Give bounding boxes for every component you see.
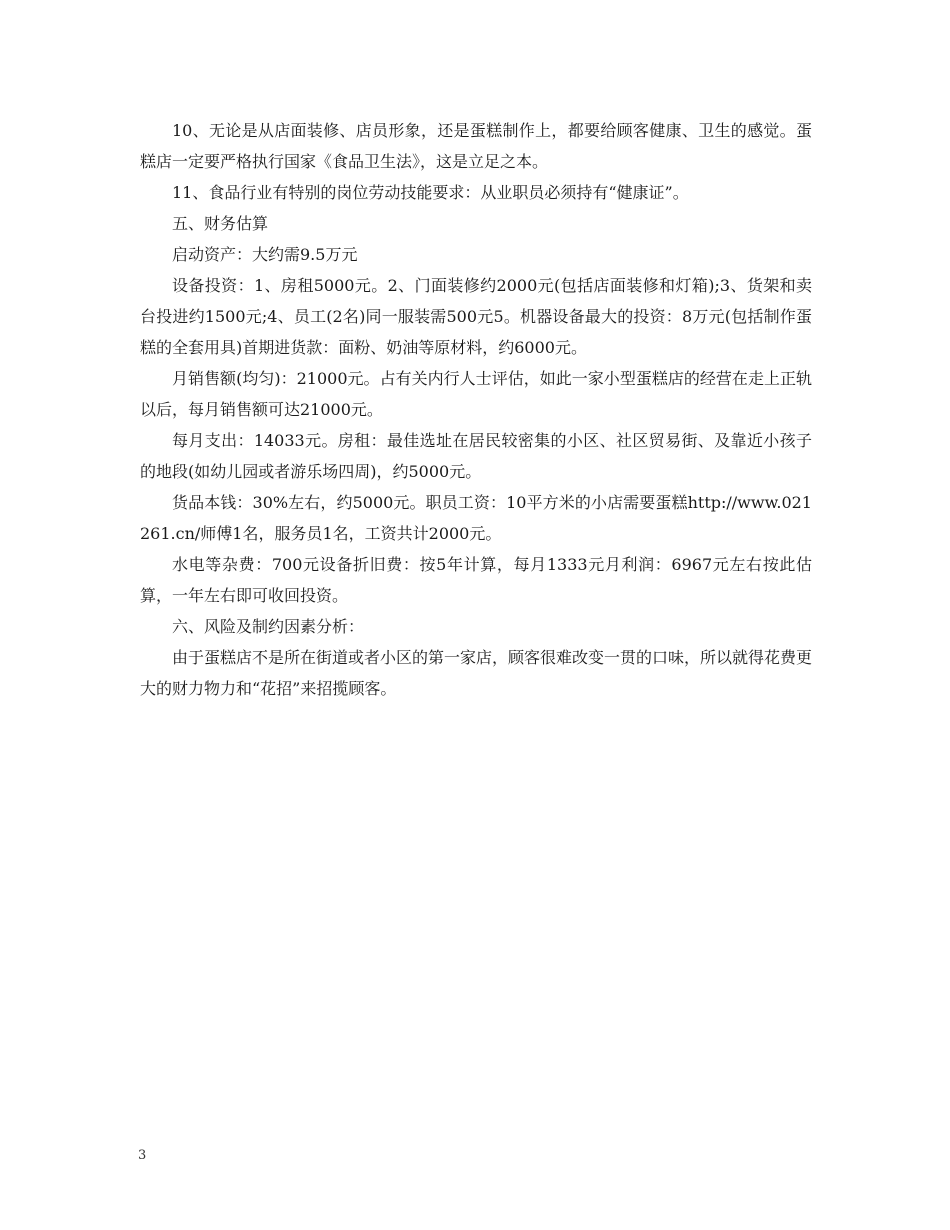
- paragraph-monthly-expenses: 每月支出：14033元。房租：最佳选址在居民较密集的小区、社区贸易街、及靠近小孩子的地段(如幼儿园或者游乐场四周)，约5000元。: [140, 431, 812, 481]
- paragraph-startup-capital: 启动资产：大约需9.5万元: [172, 245, 358, 264]
- page-number: 3: [138, 1148, 147, 1163]
- paragraph-monthly-sales: 月销售额(均匀)：21000元。占有关内行人士评估，如此一家小型蛋糕店的经营在走上正轨以后，每月销售额可达21000元。: [140, 369, 812, 419]
- paragraph-health-certificate: 11、食品行业有特别的岗位劳动技能要求：从业职员必须持有“健康证”。: [172, 183, 689, 202]
- paragraph-hygiene: 10、无论是从店面装修、店员形象，还是蛋糕制作上，都要给顾客健康、卫生的感觉。蛋糕店一定要严格执行国家《食品卫生法》，这是立足之本。: [140, 121, 812, 171]
- paragraph-utilities-profit: 水电等杂费：700元设备折旧费：按5年计算，每月1333元月利润：6967元左右按此估算，一年左右即可收回投资。: [140, 555, 812, 605]
- paragraph-equipment-investment: 设备投资：1、房租5000元。2、门面装修约2000元(包括店面装修和灯箱);3、货架和卖台投进约1500元;4、员工(2名)同一服装需500元5。机器设备最大的投资：8万元(包括制作蛋糕的全套用具)首期进货款：面粉、奶油等原材料，约6000元。: [140, 276, 812, 357]
- paragraph-goods-cost: 货品本钱：30%左右，约5000元。职员工资：10平方米的小店需要蛋糕http://www.021261.cn/师傅1名，服务员1名，工资共计2000元。: [140, 493, 812, 543]
- paragraph-risk-analysis: 由于蛋糕店不是所在街道或者小区的第一家店，顾客很难改变一贯的口味，所以就得花费更大的财力物力和“花招”来招揽顾客。: [140, 648, 813, 698]
- section-heading-risk: 六、风险及制约因素分析：: [172, 617, 365, 636]
- section-heading-finance: 五、财务估算: [172, 214, 269, 233]
- document-body: [140, 115, 812, 704]
